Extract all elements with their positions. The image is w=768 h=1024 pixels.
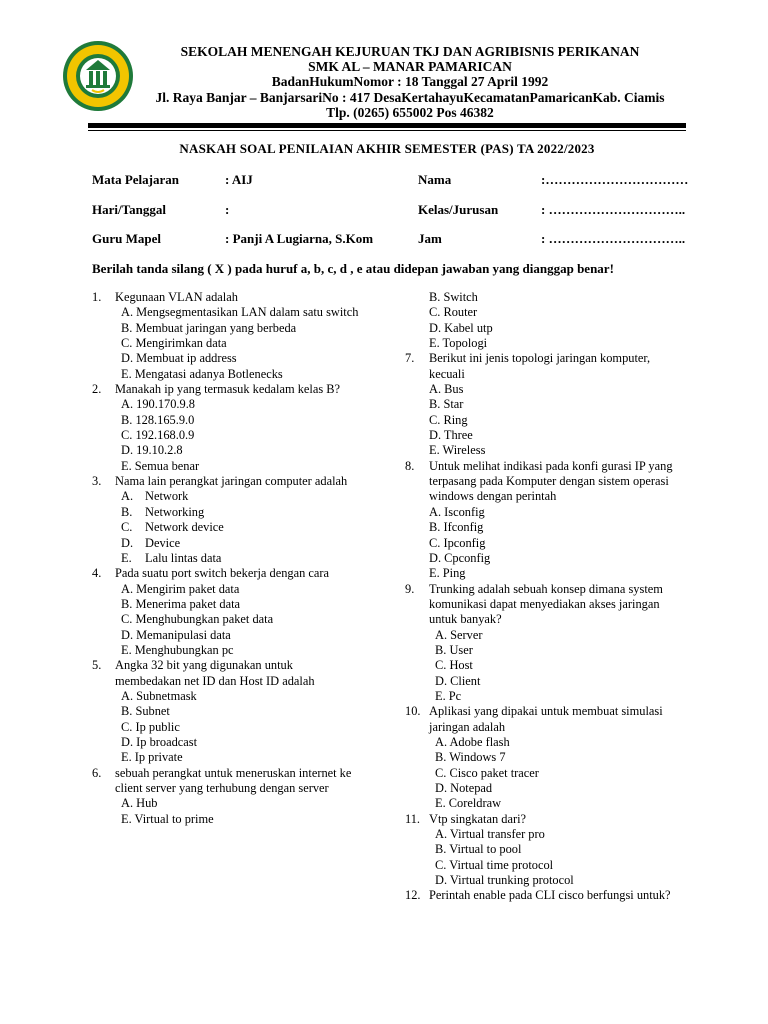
question-number: 10. [405, 704, 421, 719]
option-b[interactable]: B. Menerima paket data [121, 596, 241, 611]
question-text: Perintah enable pada CLI cisco berfungsi untuk? [429, 888, 671, 903]
question-1 [92, 290, 362, 382]
subject-value: : AIJ [225, 172, 253, 187]
date-label: Hari/Tanggal [92, 202, 166, 217]
option-d[interactable]: D. Client [435, 673, 481, 688]
teacher-value: : Panji A Lugiarna, S.Kom [225, 231, 374, 246]
legal-basis: BadanHukumNomor : 18 Tanggal 27 April 1992 [271, 74, 549, 89]
option-c[interactable]: C. 192.168.0.9 [121, 428, 195, 443]
question-number: 6. [92, 765, 102, 780]
option-c[interactable]: C. Menghubungkan paket data [121, 612, 274, 627]
option-c[interactable]: C. Host [435, 658, 473, 673]
option-a[interactable]: A. Bus [429, 382, 464, 397]
option-e[interactable]: E. Ip private [121, 750, 183, 765]
question-number: 11. [405, 811, 421, 826]
option-d[interactable]: D. Memanipulasi data [121, 627, 231, 642]
option-b[interactable]: B. Membuat jaringan yang berbeda [121, 320, 297, 335]
option-b[interactable]: B. Switch [429, 290, 478, 304]
class-label: Kelas/Jurusan [418, 202, 499, 217]
question-5 [92, 658, 362, 765]
question-6-continued [405, 290, 680, 351]
option-a[interactable]: A. 190.170.9.8 [121, 397, 195, 412]
time-label: Jam [418, 231, 442, 246]
option-c[interactable]: C. Virtual time protocol [435, 857, 554, 872]
option-e[interactable]: E. Lalu lintas data [121, 550, 222, 565]
option-e[interactable]: E. Topologi [429, 336, 488, 351]
option-a[interactable]: A. Server [435, 627, 483, 642]
question-11 [405, 812, 680, 889]
option-b[interactable]: B. Star [429, 397, 464, 412]
question-text: Aplikasi yang dipakai untuk membuat simulasi jaringan adalah [429, 704, 663, 734]
option-b[interactable]: B. Windows 7 [435, 750, 506, 765]
name-field[interactable]: :…………………………… [541, 172, 689, 187]
question-7 [405, 351, 680, 458]
question-number: 4. [92, 566, 102, 581]
question-text: Nama lain perangkat jaringan computer adalah [115, 474, 348, 489]
question-2 [92, 382, 362, 474]
option-a[interactable]: A. Isconfig [429, 504, 485, 519]
option-b[interactable]: B. Subnet [121, 704, 170, 719]
option-b[interactable]: B. Ifconfig [429, 520, 484, 535]
school-phone: Tlp. (0265) 655002 Pos 46382 [326, 105, 494, 120]
question-text: sebuah perangkat untuk meneruskan internet ke client server yang terhubung dengan server [115, 765, 352, 795]
question-9 [405, 582, 680, 705]
option-c[interactable]: C. Cisco paket tracer [435, 765, 539, 780]
option-e[interactable]: E. Menghubungkan pc [121, 642, 234, 657]
question-4 [92, 566, 362, 658]
option-e[interactable]: E. Wireless [429, 443, 486, 458]
option-d[interactable]: D. Ip broadcast [121, 734, 198, 749]
question-text: Manakah ip yang termasuk kedalam kelas B? [115, 382, 341, 397]
school-address: Jl. Raya Banjar – BanjarsariNo : 417 DesaKertahayuKecamatanPamaricanKab. Ciamis [155, 90, 665, 105]
name-label: Nama [418, 172, 452, 187]
question-text: Vtp singkatan dari? [429, 811, 527, 826]
option-d[interactable]: D. 19.10.2.8 [121, 443, 183, 458]
questions-left-column [92, 290, 362, 827]
option-a[interactable]: A. Subnetmask [121, 688, 197, 703]
option-c[interactable]: C. Router [429, 305, 478, 320]
question-text: Pada suatu port switch bekerja dengan cara [115, 566, 329, 581]
option-a[interactable]: A. Network [121, 489, 189, 504]
option-a[interactable]: A. Mengsegmentasikan LAN dalam satu switch [121, 305, 359, 320]
option-e[interactable]: E. Virtual to prime [121, 811, 214, 826]
option-c[interactable]: C. Ip public [121, 719, 180, 734]
question-number: 2. [92, 382, 102, 397]
school-name: SEKOLAH MENENGAH KEJURUAN TKJ DAN AGRIBISNIS PERIKANAN [180, 44, 640, 59]
time-field[interactable]: : ………………………….. [541, 231, 686, 246]
question-6 [92, 766, 362, 827]
option-c[interactable]: C. Network device [121, 520, 224, 535]
class-field[interactable]: : ………………………….. [541, 202, 686, 217]
option-a[interactable]: A. Adobe flash [435, 734, 510, 749]
option-a[interactable]: A. Hub [121, 796, 158, 811]
question-text: Untuk melihat indikasi pada konfi gurasi IP yang terpasang pada Komputer dengan sistem operasi windows dengan perintah [429, 458, 673, 504]
question-text: Angka 32 bit yang digunakan untuk membedakan net ID dan Host ID adalah [115, 658, 315, 688]
question-text: Trunking adalah sebuah konsep dimana system komunikasi dapat menyediakan akses jaringan untuk banyak? [429, 581, 663, 627]
question-3 [92, 474, 362, 566]
option-d[interactable]: D. Device [121, 535, 181, 550]
option-d[interactable]: D. Membuat ip address [121, 351, 237, 366]
header-divider-thick [88, 123, 686, 128]
question-number: 9. [405, 581, 415, 596]
option-d[interactable]: D. Three [429, 428, 473, 443]
option-c[interactable]: C. Ring [429, 412, 468, 427]
question-number: 12. [405, 888, 421, 903]
option-b[interactable]: B. Virtual to pool [435, 842, 522, 857]
option-e[interactable]: E. Pc [435, 688, 462, 703]
header-divider-thin [88, 130, 686, 131]
option-d[interactable]: D. Notepad [435, 781, 493, 795]
question-number: 1. [92, 290, 102, 304]
question-8 [405, 459, 680, 582]
teacher-label: Guru Mapel [92, 231, 161, 246]
question-12 [405, 888, 680, 903]
option-d[interactable]: D. Cpconfig [429, 550, 491, 565]
question-text: Kegunaan VLAN adalah [115, 290, 238, 304]
option-e[interactable]: E. Semua benar [121, 458, 200, 473]
date-value: : [225, 202, 230, 217]
option-e[interactable]: E. Coreldraw [435, 796, 502, 811]
option-b[interactable]: B. Networking [121, 504, 205, 519]
question-number: 8. [405, 458, 415, 473]
option-d[interactable]: D. Virtual trunking protocol [435, 873, 574, 888]
option-a[interactable]: A. Virtual transfer pro [435, 827, 545, 842]
question-number: 7. [405, 351, 415, 366]
option-e[interactable]: E. Mengatasi adanya Botlenecks [121, 366, 283, 381]
option-b[interactable]: B. User [435, 642, 473, 657]
question-text: Berikut ini jenis topologi jaringan komputer, kecuali [429, 351, 651, 381]
school-short-name: SMK AL – MANAR PAMARICAN [308, 59, 512, 74]
option-d[interactable]: D. Kabel utp [429, 320, 493, 335]
school-logo [62, 40, 134, 112]
question-number: 5. [92, 658, 102, 673]
subject-label: Mata Pelajaran [92, 172, 180, 187]
exam-title: NASKAH SOAL PENILAIAN AKHIR SEMESTER (PAS) TA 2022/2023 [179, 141, 595, 156]
questions-right-column [405, 290, 680, 904]
option-e[interactable]: E. Ping [429, 566, 466, 581]
question-10 [405, 704, 680, 811]
instruction: Berilah tanda silang ( X ) pada huruf a, b, c, d , e atau didepan jawaban yang dianggap benar! [92, 261, 614, 276]
option-c[interactable]: C. Mengirimkan data [121, 336, 227, 351]
option-a[interactable]: A. Mengirim paket data [121, 581, 240, 596]
option-c[interactable]: C. Ipconfig [429, 535, 486, 550]
option-b[interactable]: B. 128.165.9.0 [121, 412, 195, 427]
question-number: 3. [92, 474, 102, 489]
